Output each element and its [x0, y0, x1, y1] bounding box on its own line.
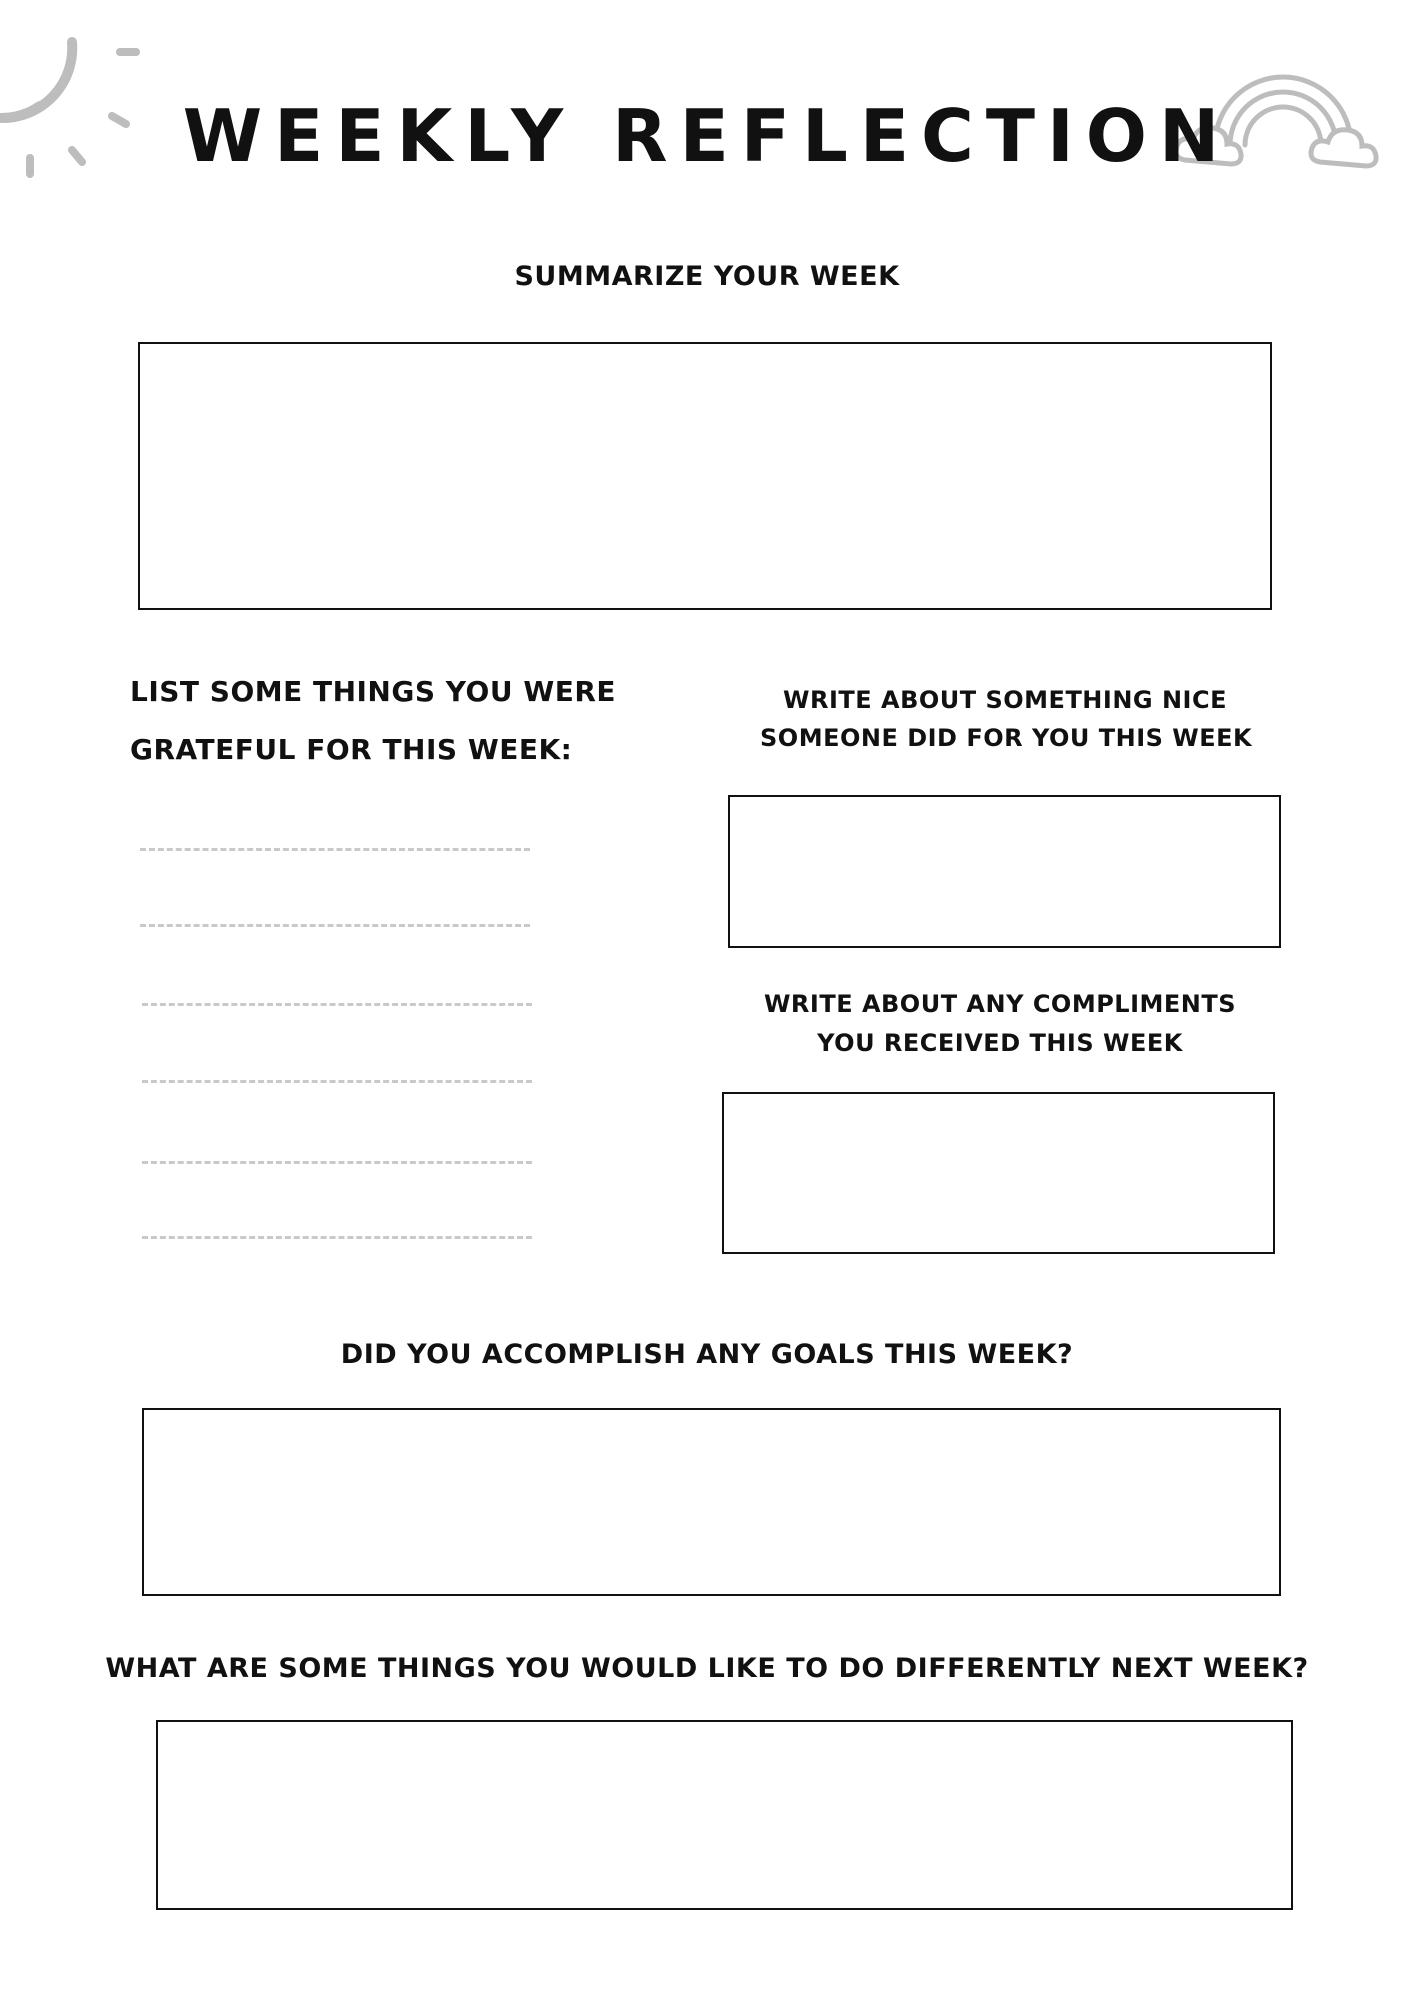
- grateful-heading-line1: LIST SOME THINGS YOU WERE: [130, 675, 617, 708]
- summarize-heading: SUMMARIZE YOUR WEEK: [514, 261, 900, 292]
- compliments-box[interactable]: [722, 1092, 1275, 1254]
- grateful-line[interactable]: [140, 924, 530, 927]
- compliments-heading-line1: WRITE ABOUT ANY COMPLIMENTS: [763, 990, 1237, 1018]
- nice-box[interactable]: [728, 795, 1281, 948]
- compliments-heading-line2: YOU RECEIVED THIS WEEK: [817, 1029, 1183, 1057]
- grateful-line[interactable]: [142, 1003, 532, 1006]
- differently-box[interactable]: [156, 1720, 1293, 1910]
- summarize-box[interactable]: [138, 342, 1272, 610]
- grateful-line[interactable]: [142, 1161, 532, 1164]
- grateful-line[interactable]: [142, 1236, 532, 1239]
- nice-heading-line1: WRITE ABOUT SOMETHING NICE: [782, 686, 1227, 714]
- grateful-heading-line2: GRATEFUL FOR THIS WEEK:: [130, 733, 573, 766]
- page-title: WEEKLY REFLECTION: [182, 94, 1232, 178]
- nice-heading-line2: SOMEONE DID FOR YOU THIS WEEK: [760, 724, 1253, 752]
- goals-heading: DID YOU ACCOMPLISH ANY GOALS THIS WEEK?: [340, 1339, 1074, 1370]
- differently-heading: WHAT ARE SOME THINGS YOU WOULD LIKE TO DO DIFFERENTLY NEXT WEEK?: [105, 1653, 1309, 1684]
- grateful-line[interactable]: [140, 848, 530, 851]
- grateful-line[interactable]: [142, 1080, 532, 1083]
- goals-box[interactable]: [142, 1408, 1281, 1596]
